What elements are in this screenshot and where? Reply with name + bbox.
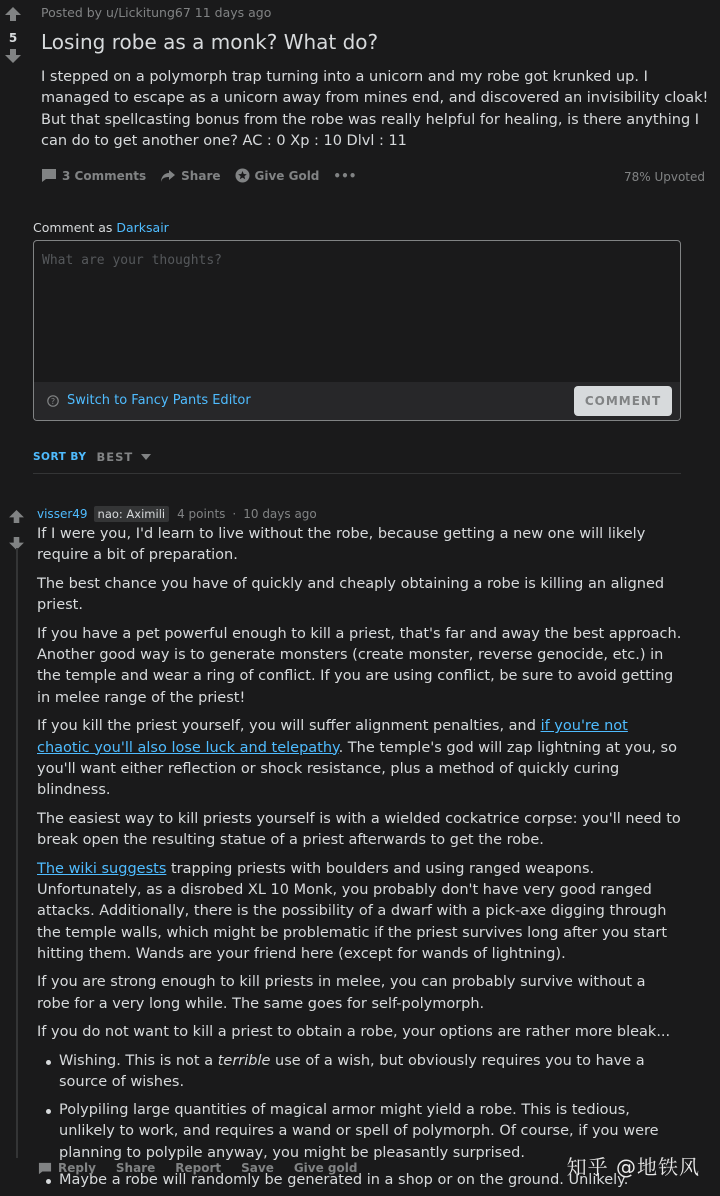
reply-button[interactable] xyxy=(38,1161,96,1175)
comments-count: 3 Comments xyxy=(62,168,147,183)
gold-award-icon xyxy=(235,168,250,183)
help-icon xyxy=(47,395,59,407)
fancy-editor-link[interactable] xyxy=(47,393,251,408)
emphasis-text: terrible xyxy=(217,1052,271,1069)
watermark: 知乎 @地铁风 xyxy=(566,1155,700,1179)
thread-line[interactable] xyxy=(16,548,18,1158)
give-gold-label: Give Gold xyxy=(254,168,320,183)
fancy-editor-label: Switch to Fancy Pants Editor xyxy=(67,393,251,408)
comment-time[interactable]: 10 days ago xyxy=(243,507,317,521)
comment-editor xyxy=(33,240,681,421)
comment-actions xyxy=(38,1161,377,1175)
list-item xyxy=(37,1051,682,1094)
comment-paragraph xyxy=(37,859,682,965)
upvote-icon[interactable] xyxy=(4,6,22,25)
more-options-button[interactable] xyxy=(333,169,356,183)
user-flair: nao: Aximili xyxy=(94,506,170,522)
comment-as-label: Comment as xyxy=(33,220,113,235)
meta-separator: · xyxy=(232,507,237,521)
reply-label: Reply xyxy=(58,1161,96,1175)
post-score: 5 xyxy=(8,31,18,45)
post-vote-column xyxy=(4,6,22,67)
share-button[interactable] xyxy=(160,169,220,183)
paragraph-text: If you kill the priest yourself, you will suffer alignment penalties, and xyxy=(37,718,541,735)
share-icon xyxy=(160,169,176,183)
sort-control[interactable] xyxy=(33,450,151,464)
editor-footer xyxy=(34,382,680,420)
post-title[interactable]: Losing robe as a monk? What do? xyxy=(41,30,379,54)
alignment-penalty-link[interactable]: if you're not chaotic you'll also lose luck and telepathy xyxy=(37,718,628,756)
comment-upvote-icon[interactable] xyxy=(9,508,25,527)
posted-by: Posted by u/Lickitung67 11 days ago xyxy=(41,5,272,20)
comment-paragraph: If I were you, I'd learn to live without the robe, because getting a new one will likely require a bit of preparation. xyxy=(37,526,646,564)
comment-meta xyxy=(37,506,317,522)
comment-as-username[interactable]: Darksair xyxy=(116,220,169,235)
comment-body xyxy=(37,524,682,1196)
comment-paragraph: If you do not want to kill a priest to obtain a robe, your options are rather more bleak... xyxy=(37,1024,671,1041)
list-text: use of a wish, but obviously requires you to have a source of wishes. xyxy=(59,1052,645,1091)
comment-input[interactable] xyxy=(34,241,680,383)
comment-author[interactable]: visser49 xyxy=(37,507,88,521)
list-item: Maybe a robe will randomly be generated in a shop or on the ground. Unlikely. xyxy=(37,1170,682,1191)
sort-divider xyxy=(33,473,681,474)
report-button[interactable]: Report xyxy=(175,1161,222,1175)
comment-as xyxy=(33,220,169,235)
comments-button[interactable] xyxy=(41,168,146,183)
save-button[interactable]: Save xyxy=(241,1161,274,1175)
reply-icon xyxy=(38,1162,52,1175)
comment-icon xyxy=(41,168,57,183)
post-actions xyxy=(41,168,370,183)
comment-paragraph: The best chance you have of quickly and cheaply obtaining a robe is killing an aligned priest. xyxy=(37,575,665,614)
list-item: Polypiling large quantities of magical armor might yield a robe. This is tedious, unlikely to work, and requires a wand or spell of polymorph. Of course, if you were planning to polypile anyway, you might be pleasantly surprised. xyxy=(37,1100,682,1164)
comment-paragraph: If you have a pet powerful enough to kill a priest, that's far and away the best approach. Another good way is to generate monsters (create monster, reverse genocide, etc.) in the temple and wear a ring of conflict. If you are using conflict, be sure to avoid getting in melee range of the priest! xyxy=(37,625,682,706)
comment-points: 4 points xyxy=(177,507,226,521)
comment-share-button[interactable]: Share xyxy=(115,1161,156,1175)
comment-paragraph xyxy=(37,716,682,801)
list-text: Wishing. This is not a xyxy=(59,1052,218,1069)
comment-submit-button[interactable]: COMMENT xyxy=(574,386,672,416)
comment-paragraph: If you are strong enough to kill priests in melee, you can probably survive without a robe for a very long while. The same goes for self-polymorph. xyxy=(37,974,646,1012)
more-options-icon: ••• xyxy=(333,168,357,183)
downvote-icon[interactable] xyxy=(4,48,22,67)
paragraph-text: . The temple's god will zap lightning at you, so you'll want either reflection or shock resistance, plus a method of quickly curing blindness. xyxy=(37,739,677,799)
give-gold-button[interactable] xyxy=(235,168,320,183)
comment-give-gold-button[interactable]: Give gold xyxy=(293,1161,358,1175)
upvoted-ratio: 78% Upvoted xyxy=(623,170,705,184)
sort-label: SORT BY xyxy=(33,451,87,463)
caret-down-icon[interactable] xyxy=(141,454,151,460)
paragraph-text: trapping priests with boulders and using ranged weapons. Unfortunately, as a disrobed XL 10 Monk, you probably don't have very good ranged attacks. Additionally, there is the possibility of a dwarf with a pick-axe digging through the temple walls, which might be problematic if the priest survives long after you start hitting them. Wands are your friend here (except for wands of lightning). xyxy=(37,860,668,962)
sort-value[interactable]: BEST xyxy=(96,450,134,464)
svg-text:?: ? xyxy=(50,396,56,406)
share-label: Share xyxy=(181,168,221,183)
comment-paragraph: The easiest way to kill priests yourself is with a wielded cockatrice corpse: you'll need to break open the resulting statue of a priest afterwards to get the robe. xyxy=(37,810,681,849)
post-body: I stepped on a polymorph trap turning into a unicorn and my robe got krunked up. I managed to escape as a unicorn away from mines end, and discovered an invisibility cloak! But that spellcasting bonus from the robe was really helpful for healing, is there anything I can do to get another one? AC : 0 Xp : 10 Dlvl : 11 xyxy=(41,69,709,149)
wiki-link[interactable]: The wiki suggests xyxy=(37,860,167,877)
